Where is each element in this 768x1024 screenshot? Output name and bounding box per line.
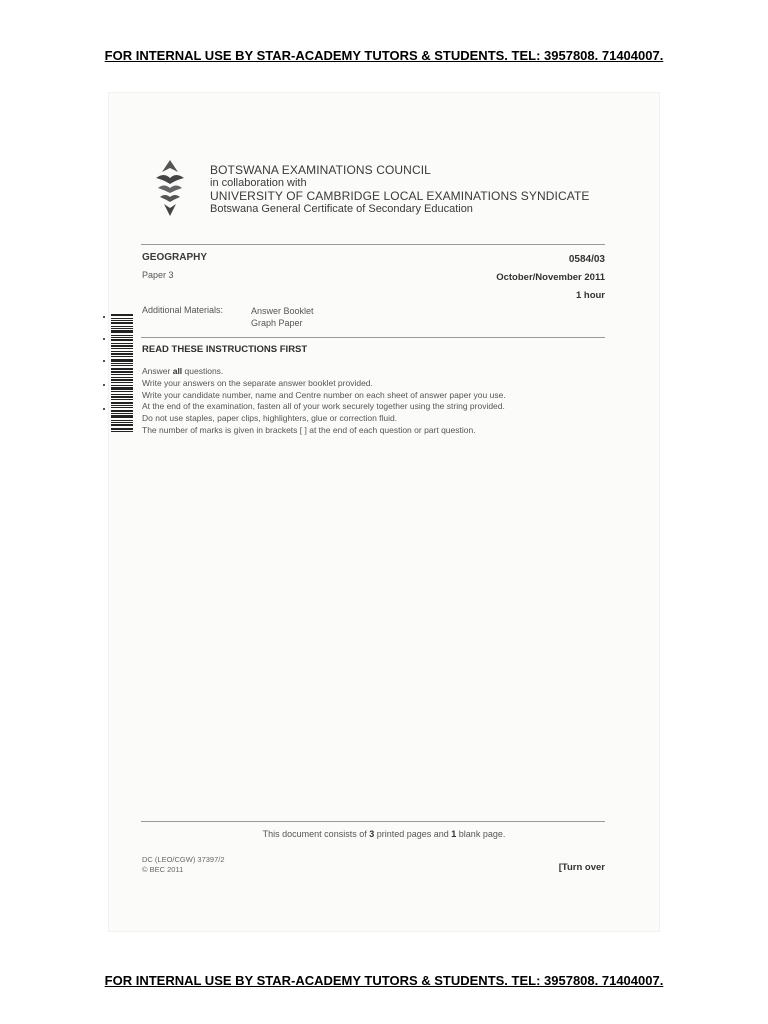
- instruction-line: At the end of the examination, fasten all of your work securely together using the string provided.: [142, 401, 505, 412]
- council-name: BOTSWANA EXAMINATIONS COUNCIL: [210, 163, 431, 177]
- materials-list: [251, 305, 314, 329]
- document-codes: [142, 855, 225, 875]
- instructions-list: [142, 366, 506, 437]
- council-header: [210, 164, 590, 216]
- instruction-line: The number of marks is given in brackets [ ] at the end of each question or part question.: [142, 424, 476, 435]
- certificate-name: Botswana General Certificate of Secondary Education: [210, 203, 473, 215]
- instruction-line: Write your candidate number, name and Centre number on each sheet of answer paper you use.: [142, 389, 506, 400]
- exam-council-logo-icon: [150, 158, 190, 218]
- page-count-note: This document consists of 3 printed pages and 1 blank page.: [262, 829, 506, 839]
- instruction-line: Write your answers on the separate answer booklet provided.: [142, 377, 373, 388]
- paper-number: Paper 3: [142, 270, 174, 280]
- material-item: Graph Paper: [251, 318, 303, 328]
- internal-use-banner-bottom: FOR INTERNAL USE BY STAR-ACADEMY TUTORS & STUDENTS. TEL: 3957808. 71404007.: [104, 973, 664, 988]
- copyright: © BEC 2011: [142, 865, 184, 874]
- scanned-exam-cover: [108, 92, 660, 932]
- materials-label: Additional Materials:: [142, 305, 224, 315]
- divider-instructions: [141, 337, 605, 338]
- instructions-heading: READ THESE INSTRUCTIONS FIRST: [142, 344, 308, 355]
- barcode-icon: [99, 312, 135, 434]
- exam-duration: 1 hour: [575, 290, 605, 301]
- turn-over-label: [Turn over: [558, 862, 605, 873]
- material-item: Answer Booklet: [251, 306, 314, 316]
- syllabus-code: 0584/03: [568, 254, 605, 265]
- dc-code: DC (LEO/CGW) 37397/2: [142, 855, 225, 864]
- instruction-line: Do not use staples, paper clips, highlighters, glue or correction fluid.: [142, 413, 398, 424]
- instruction-line: Answer all questions.: [142, 366, 224, 376]
- subject-title: GEOGRAPHY: [142, 252, 208, 263]
- divider-bottom: [141, 821, 605, 822]
- internal-use-banner-top: FOR INTERNAL USE BY STAR-ACADEMY TUTORS & STUDENTS. TEL: 3957808. 71404007.: [104, 48, 664, 63]
- divider-top: [141, 244, 605, 245]
- collaboration-line: in collaboration with: [210, 177, 307, 189]
- syndicate-name: UNIVERSITY OF CAMBRIDGE LOCAL EXAMINATIONS SYNDICATE: [210, 189, 590, 203]
- exam-session: October/November 2011: [496, 272, 605, 283]
